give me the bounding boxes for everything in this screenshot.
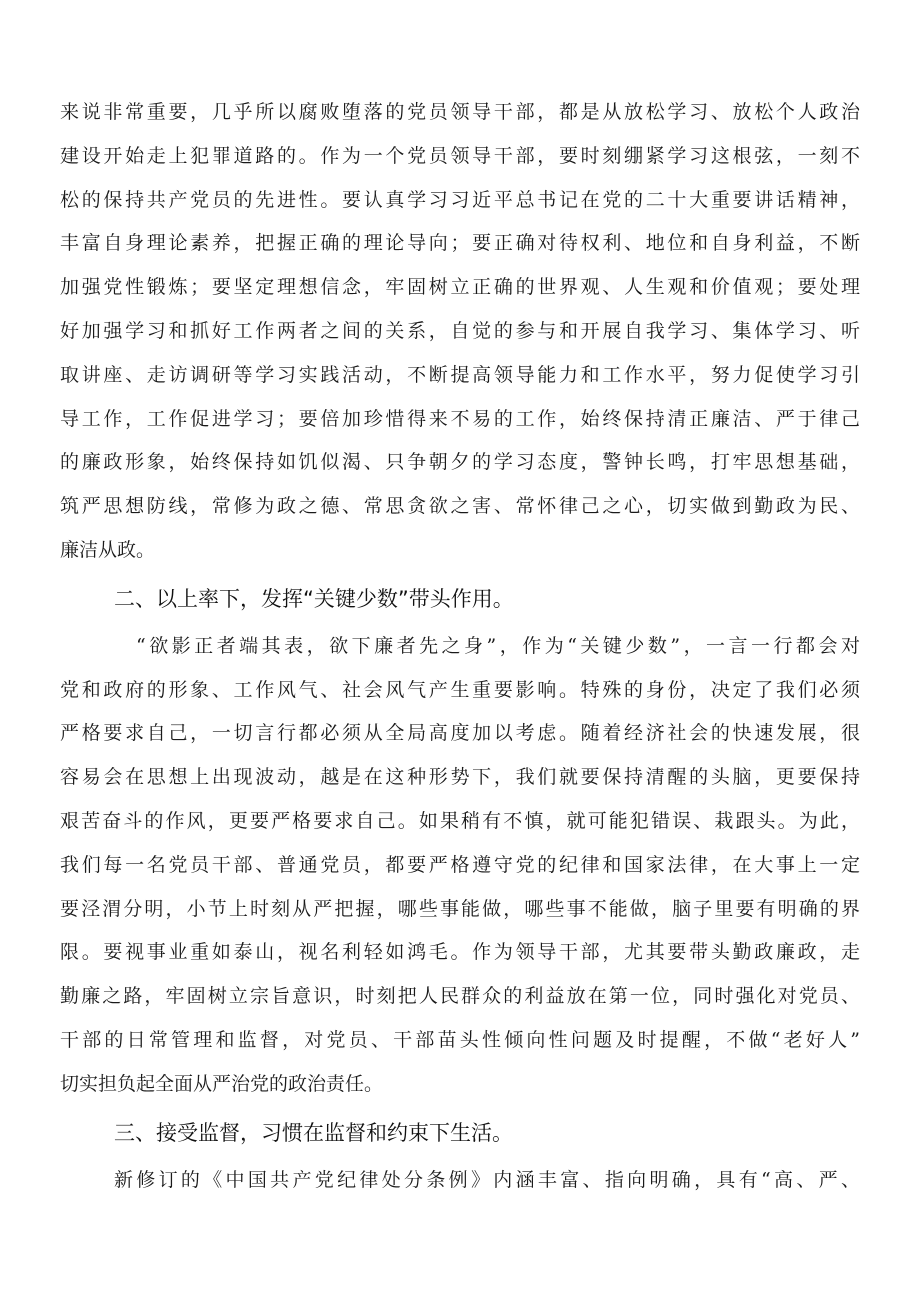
paragraph-line: 松的保持共产党员的先进性。要认真学习习近平总书记在党的二十大重要讲话精神， <box>60 188 860 211</box>
paragraph-line: 建设开始走上犯罪道路的。作为一个党员领导干部，要时刻绷紧学习这根弦，一刻不 <box>60 144 860 167</box>
paragraph-line: 廉洁从政。 <box>60 538 156 561</box>
paragraph-line: 要泾渭分明，小节上时刻从严把握，哪些事能做，哪些事不能做，脑子里要有明确的界 <box>60 897 860 920</box>
paragraph-line: 好加强学习和抓好工作两者之间的关系，自觉的参与和开展自我学习、集体学习、听 <box>60 319 860 342</box>
paragraph-line: 新修订的《中国共产党纪律处分条例》内涵丰富、指向明确，具有“高、严、 <box>114 1168 860 1191</box>
section-heading-2: 二、以上率下，发挥“关键少数”带头作用。 <box>114 586 514 611</box>
paragraph-line: 我们每一名党员干部、普通党员，都要严格遵守党的纪律和国家法律，在大事上一定 <box>60 853 860 876</box>
paragraph-line: 干部的日常管理和监督，对党员、干部苗头性倾向性问题及时提醒，不做“老好人” <box>60 1028 860 1051</box>
paragraph-line: 筑严思想防线，常修为政之德、常思贪欲之害、常怀律己之心，切实做到勤政为民、 <box>60 495 860 518</box>
paragraph-line: “欲影正者端其表，欲下廉者先之身”，作为“关键少数”，一言一行都会对 <box>136 634 860 657</box>
paragraph-line: 加强党性锻炼；要坚定理想信念，牢固树立正确的世界观、人生观和价值观；要处理 <box>60 276 860 299</box>
paragraph-line: 限。要视事业重如泰山，视名利轻如鸿毛。作为领导干部，尤其要带头勤政廉政，走 <box>60 941 860 964</box>
paragraph-line: 容易会在思想上出现波动，越是在这种形势下，我们就要保持清醒的头脑，更要保持 <box>60 766 860 789</box>
paragraph-1 <box>60 91 860 573</box>
paragraph-line: 党和政府的形象、工作风气、社会风气产生重要影响。特殊的身份，决定了我们必须 <box>60 678 860 701</box>
paragraph-line: 艰苦奋斗的作风，更要严格要求自己。如果稍有不慎，就可能犯错误、栽跟头。为此， <box>60 809 860 832</box>
paragraph-line: 取讲座、走访调研等学习实践活动，不断提高领导能力和工作水平，努力促使学习引 <box>60 363 860 386</box>
paragraph-line: 导工作，工作促进学习；要倍加珍惜得来不易的工作，始终保持清正廉洁、严于律己 <box>60 407 860 430</box>
document-body <box>60 91 860 1202</box>
paragraph-line: 勤廉之路，牢固树立宗旨意识，时刻把人民群众的利益放在第一位，同时强化对党员、 <box>60 985 860 1008</box>
paragraph-line: 的廉政形象，始终保持如饥似渴、只争朝夕的学习态度，警钟长鸣，打牢思想基础， <box>60 451 860 474</box>
paragraph-line: 严格要求自己，一切言行都必须从全局高度加以考虑。随着经济社会的快速发展，很 <box>60 722 860 745</box>
paragraph-line: 来说非常重要，几乎所以腐败堕落的党员领导干部，都是从放松学习、放松个人政治 <box>60 101 860 123</box>
paragraph-line: 丰富自身理论素养，把握正确的理论导向；要正确对待权利、地位和自身利益，不断 <box>60 232 860 255</box>
section-heading-3: 三、接受监督，习惯在监督和约束下生活。 <box>114 1120 513 1145</box>
paragraph-line: 切实担负起全面从严治党的政治责任。 <box>60 1072 384 1095</box>
paragraph-3 <box>60 1159 860 1203</box>
paragraph-2 <box>60 625 860 1107</box>
